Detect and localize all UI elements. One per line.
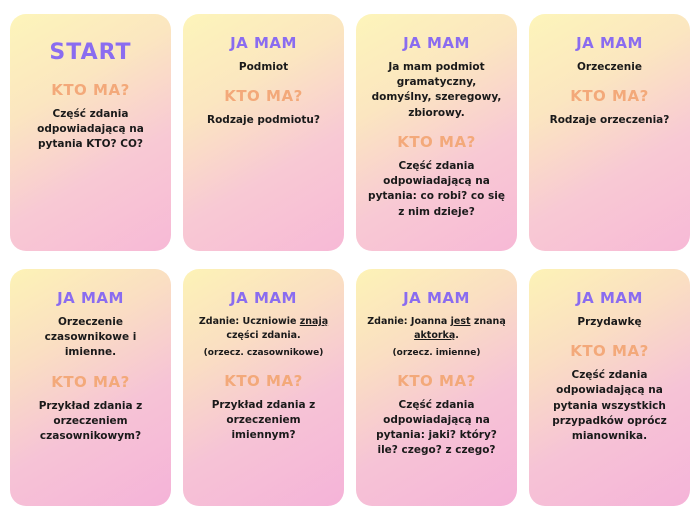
flashcard-6[interactable]	[183, 269, 344, 506]
flashcard-3[interactable]	[356, 14, 517, 251]
flashcard-4[interactable]	[529, 14, 690, 251]
card-question-text: Rodzaje orzeczenia?	[549, 114, 670, 127]
card-start-label: START	[49, 40, 132, 65]
card-question-text: Część zdania odpowiadającą na pytania: jaki? który? ile? czego? z czego?	[376, 398, 497, 457]
flashcard-8[interactable]	[529, 269, 690, 506]
card-have-label: JA MAM	[576, 289, 643, 307]
flashcard-7[interactable]	[356, 269, 517, 506]
card-answer-text: Ja mam podmiot gramatyczny, domyślny, szeregowy, zbiorowy.	[371, 61, 502, 119]
card-have-label: JA MAM	[576, 34, 643, 52]
card-question-label: KTO MA?	[397, 371, 476, 390]
card-question-label: KTO MA?	[570, 342, 649, 361]
card-answer-text: Zdanie: Joanna jest znaną aktorką.	[367, 316, 506, 341]
card-answer-text: Przydawkę	[577, 316, 642, 328]
card-question-label: KTO MA?	[224, 371, 303, 390]
card-question-label: KTO MA?	[51, 372, 130, 391]
card-have-label: JA MAM	[403, 289, 470, 307]
card-question-text: Przykład zdania z orzeczeniem imiennym?	[211, 398, 316, 442]
card-question-label: KTO MA?	[397, 132, 476, 151]
card-question-label: KTO MA?	[51, 81, 130, 99]
card-question-label: KTO MA?	[570, 87, 649, 106]
card-have-label: JA MAM	[230, 34, 297, 52]
card-have-label: JA MAM	[230, 289, 297, 307]
card-question-text: Część zdania odpowiadającą na pytania KTO? CO?	[37, 108, 144, 151]
card-have-label: JA MAM	[403, 34, 470, 52]
card-question-text: Przykład zdania z orzeczeniem czasownikowym?	[38, 399, 143, 443]
flashcard-2[interactable]	[183, 14, 344, 251]
card-question-text: Część zdania odpowiadającą na pytania: co robi? co się z nim dzieje?	[368, 159, 505, 218]
card-answer-text: Podmiot	[238, 61, 289, 73]
flashcard-1[interactable]	[10, 14, 171, 251]
card-answer-text: Orzeczenie	[577, 61, 642, 73]
card-question-text: Część zdania odpowiadającą na pytania wszystkich przypadków oprócz mianownika.	[552, 369, 667, 443]
card-question-label: KTO MA?	[224, 87, 303, 106]
flashcard-5[interactable]	[10, 269, 171, 506]
card-answer-note: (orzecz. imienne)	[392, 347, 481, 358]
card-have-label: JA MAM	[57, 289, 124, 307]
card-answer-text: Zdanie: Uczniowie znają części zdania.	[198, 316, 329, 341]
card-answer-text: Orzeczenie czasownikowe i imienne.	[44, 316, 137, 359]
card-question-text: Rodzaje podmiotu?	[207, 114, 320, 127]
card-answer-note: (orzecz. czasownikowe)	[203, 347, 324, 358]
